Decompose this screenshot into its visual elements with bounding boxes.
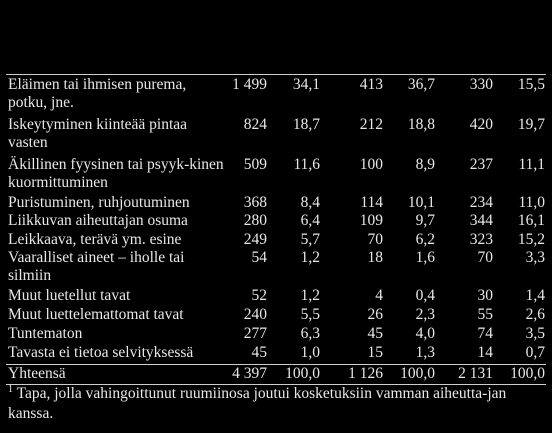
row-value-2: 6,4	[300, 212, 320, 229]
row-value-6: 1,4	[525, 287, 545, 304]
row-cause: Iskeytyminen kiinteää pintaa vasten	[8, 116, 188, 151]
row-value-1: 240	[243, 306, 267, 323]
row-value-4: 1,6	[415, 249, 435, 266]
total-label: Yhteensä	[8, 365, 66, 382]
row-value-5: 237	[469, 156, 493, 173]
row-value-4: 18,8	[407, 116, 435, 133]
row-value-1: 1 499	[232, 76, 267, 93]
table-header-area	[0, 0, 552, 72]
row-value-1: 509	[243, 156, 267, 173]
row-value-4: 10,1	[407, 194, 435, 211]
row-value-2: 5,7	[300, 231, 320, 248]
footnote-marker: 1	[8, 384, 13, 395]
row-value-6: 3,5	[525, 325, 545, 342]
row-value-2: 5,5	[300, 306, 320, 323]
row-value-3: 18	[367, 249, 383, 266]
row-value-3: 413	[359, 76, 383, 93]
row-cause: Muut luetellut tavat	[8, 287, 131, 304]
row-value-2: 1,2	[300, 249, 320, 266]
row-cause: Tuntematon	[8, 325, 83, 342]
row-cause: Äkillinen fyysinen tai psyyk-kinen kuormittuminen	[8, 156, 224, 191]
row-value-2: 18,7	[292, 116, 320, 133]
row-value-4: 0,4	[415, 287, 435, 304]
row-value-5: 30	[477, 287, 493, 304]
row-value-6: 15,5	[517, 76, 545, 93]
total-value-5: 2 131	[458, 365, 493, 382]
row-value-3: 212	[359, 116, 383, 133]
row-value-5: 70	[477, 249, 493, 266]
row-value-4: 36,7	[407, 76, 435, 93]
row-value-6: 11,0	[518, 194, 545, 211]
row-value-1: 824	[243, 116, 267, 133]
total-value-3: 1 126	[348, 365, 383, 382]
header-rule	[6, 74, 546, 75]
row-value-3: 109	[359, 212, 383, 229]
row-value-6: 16,1	[517, 212, 545, 229]
row-value-3: 100	[359, 156, 383, 173]
row-value-6: 19,7	[517, 116, 545, 133]
row-value-6: 0,7	[525, 344, 545, 361]
row-value-4: 1,3	[415, 344, 435, 361]
row-value-6: 11,1	[518, 156, 545, 173]
row-value-3: 4	[375, 287, 383, 304]
row-value-3: 15	[367, 344, 383, 361]
row-cause: Tavasta ei tietoa selvityksessä	[8, 344, 194, 361]
row-value-1: 54	[251, 249, 267, 266]
row-value-2: 34,1	[292, 76, 320, 93]
row-value-3: 26	[367, 306, 383, 323]
row-value-3: 70	[367, 231, 383, 248]
row-value-6: 2,6	[525, 306, 545, 323]
row-cause: Muut luettelemattomat tavat	[8, 306, 184, 323]
row-value-4: 9,7	[415, 212, 435, 229]
row-value-2: 11,6	[293, 156, 320, 173]
row-value-4: 8,9	[415, 156, 435, 173]
row-value-4: 2,3	[415, 306, 435, 323]
footnote-text: Tapa, jolla vahingoittunut ruumiinosa joutui kosketuksiin vamman aiheutta-jan kanssa.	[8, 385, 507, 422]
row-cause: Vaaralliset aineet – iholle tai silmiin	[8, 249, 185, 284]
row-value-3: 114	[360, 194, 383, 211]
row-value-5: 14	[477, 344, 493, 361]
row-cause: Puristuminen, ruhjoutuminen	[8, 194, 190, 211]
row-value-5: 420	[469, 116, 493, 133]
row-cause: Leikkaava, terävä ym. esine	[8, 231, 182, 248]
total-value-6: 100,0	[510, 365, 545, 382]
row-value-1: 368	[243, 194, 267, 211]
row-value-5: 74	[477, 325, 493, 342]
row-value-2: 1,0	[300, 344, 320, 361]
row-value-1: 277	[243, 325, 267, 342]
total-value-2: 100,0	[285, 365, 320, 382]
row-cause: Liikkuvan aiheuttajan osuma	[8, 212, 188, 229]
row-value-1: 45	[251, 344, 267, 361]
row-value-2: 8,4	[300, 194, 320, 211]
row-value-5: 344	[469, 212, 493, 229]
row-value-5: 55	[477, 306, 493, 323]
row-cause: Eläimen tai ihmisen purema, potku, jne.	[8, 76, 187, 111]
row-value-4: 6,2	[415, 231, 435, 248]
row-value-6: 15,2	[517, 231, 545, 248]
row-value-6: 3,3	[525, 249, 545, 266]
row-value-3: 45	[367, 325, 383, 342]
row-value-1: 52	[251, 287, 267, 304]
row-value-5: 234	[469, 194, 493, 211]
row-value-5: 330	[469, 76, 493, 93]
total-value-4: 100,0	[400, 365, 435, 382]
row-value-2: 1,2	[300, 287, 320, 304]
row-value-5: 323	[469, 231, 493, 248]
row-value-4: 4,0	[415, 325, 435, 342]
row-value-1: 249	[243, 231, 267, 248]
row-value-2: 6,3	[300, 325, 320, 342]
total-value-1: 4 397	[232, 365, 267, 382]
footnote	[8, 384, 548, 424]
row-value-1: 280	[243, 212, 267, 229]
